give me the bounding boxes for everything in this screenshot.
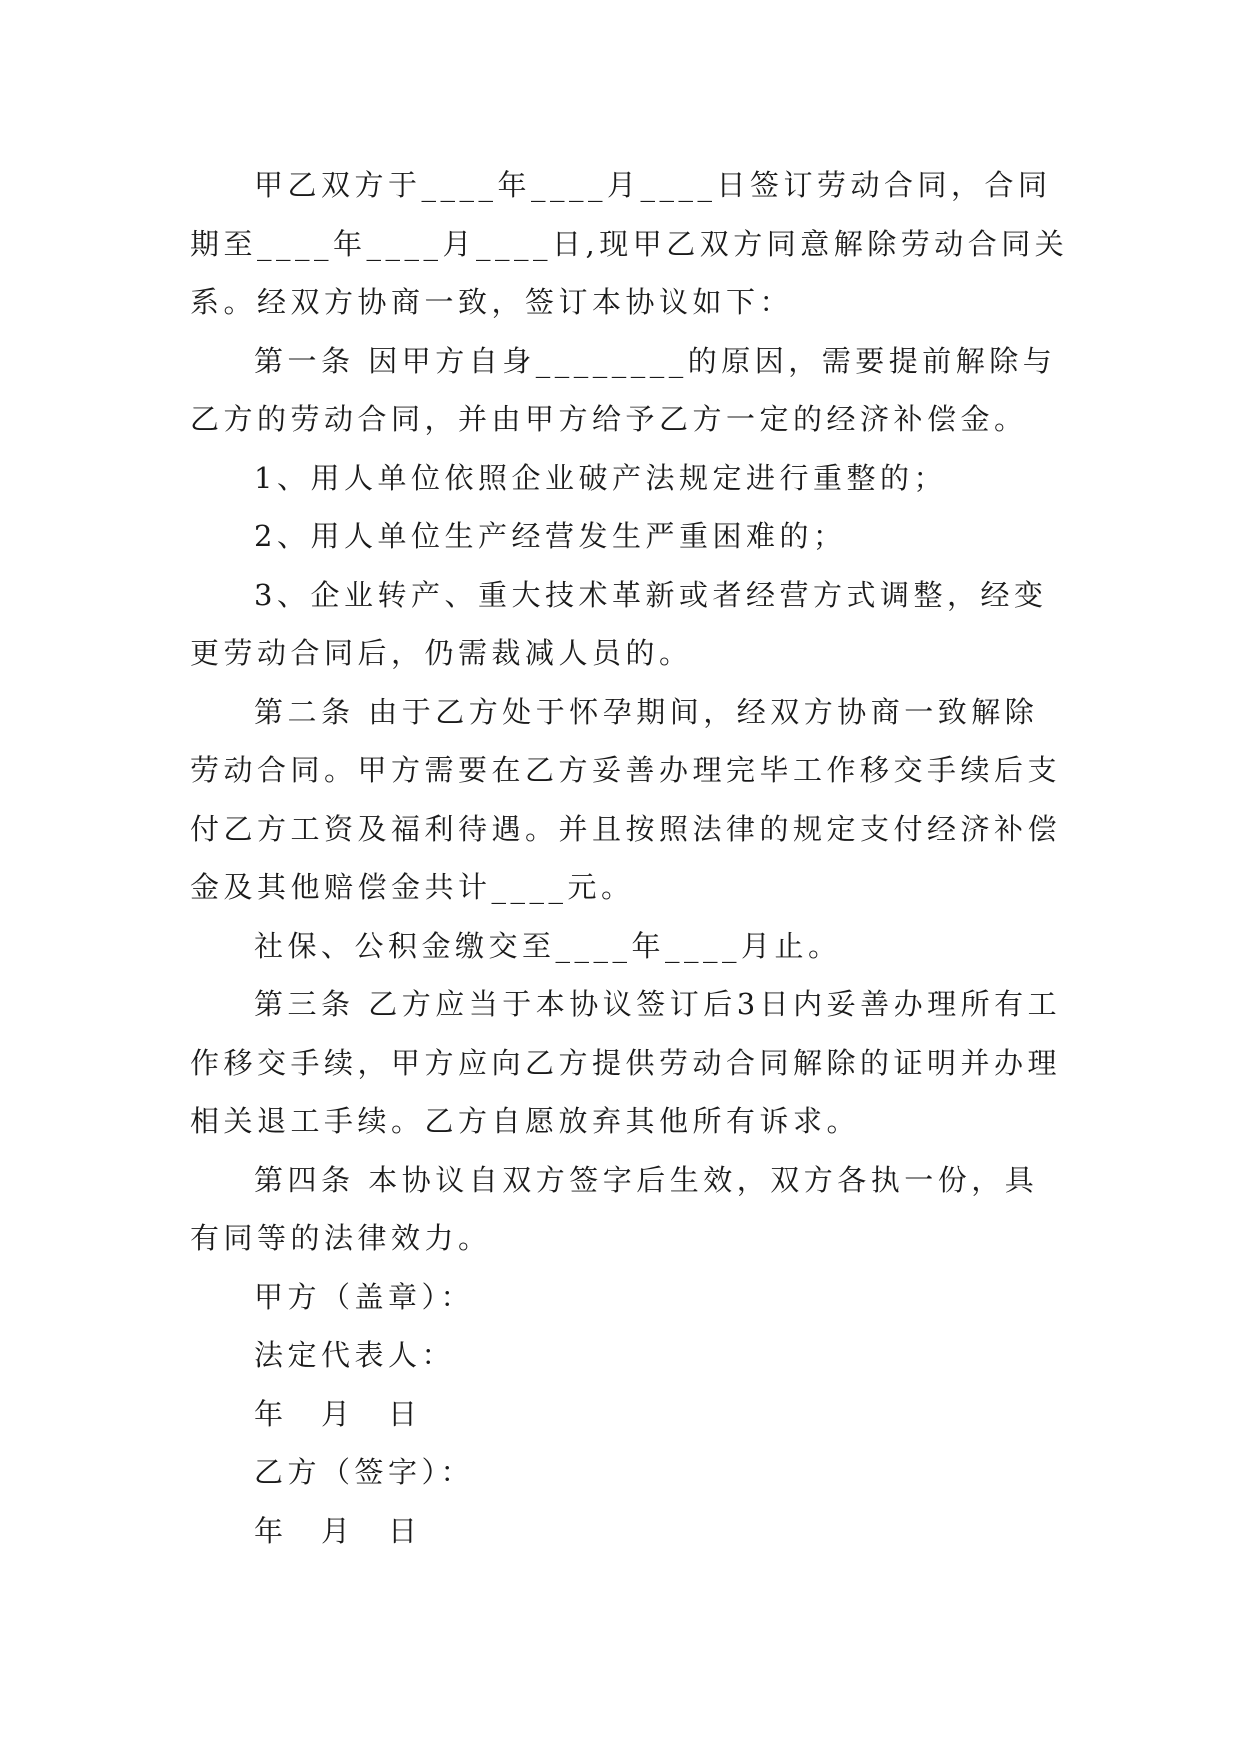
document-body [190,156,1070,1560]
party-a-date: 年 月 日 [254,1396,422,1431]
party-a-label: 甲方（盖章）： [254,1279,475,1314]
opening-paragraph: 甲乙双方于____年____月____日签订劳动合同，合同期至____年____月____日,现甲乙双方同意解除劳动合同关系。经双方协商一致，签订本协议如下： [190,168,1069,319]
article-two: 第二条 由于乙方处于怀孕期间，经双方协商一致解除劳动合同。甲方需要在乙方妥善办理完毕工作移交手续后支付乙方工资及福利待遇。并且按照法律的规定支付经济补偿金及其他赔偿金共计____元。 [190,694,1062,904]
party-b-date: 年 月 日 [254,1513,422,1548]
article-three: 第三条 乙方应当于本协议签订后3日内妥善办理所有工作移交手续，甲方应向乙方提供劳动合同解除的证明并办理相关退工手续。乙方自愿放弃其他所有诉求。 [190,987,1062,1138]
article-one-item-1: 1、用人单位依照企业破产法规定进行重整的； [254,460,947,495]
legal-representative-label: 法定代表人： [254,1338,456,1372]
article-one-item-2: 2、用人单位生产经营发生严重困难的； [254,519,847,553]
party-b-label: 乙方（签字）： [254,1455,475,1489]
article-four: 第四条 本协议自双方签字后生效，双方各执一份，具有同等的法律效力。 [190,1162,1039,1255]
article-one-item-3: 3、企业转产、重大技术革新或者经营方式调整，经变更劳动合同后，仍需裁减人员的。 [190,577,1048,670]
article-one: 第一条 因甲方自身________的原因，需要提前解除与乙方的劳动合同，并由甲方给予乙方一定的经济补偿金。 [190,343,1057,436]
social-insurance-paragraph: 社保、公积金缴交至____年____月止。 [254,928,842,963]
